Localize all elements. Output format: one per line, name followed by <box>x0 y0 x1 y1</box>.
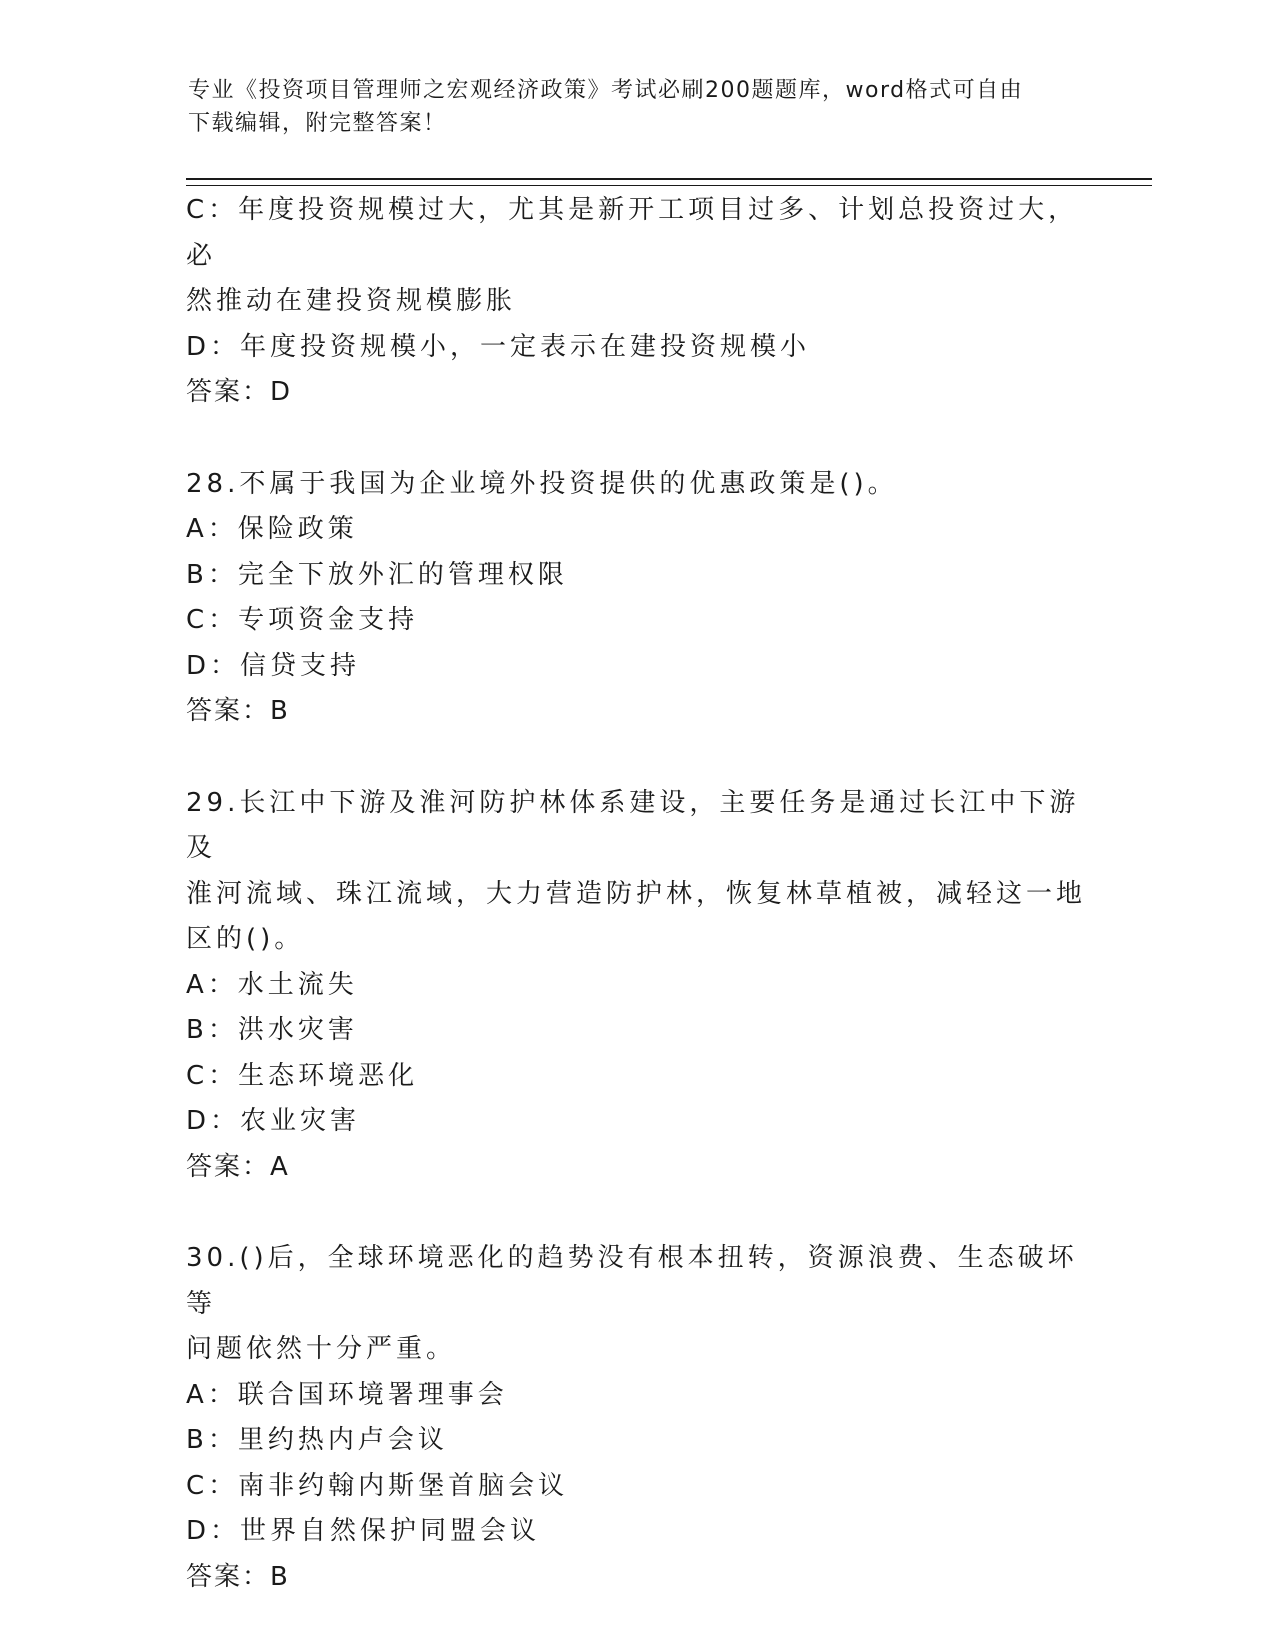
question-stem: 28.不属于我国为企业境外投资提供的优惠政策是()。 <box>186 468 898 499</box>
option-b: B：洪水灾害 <box>186 1015 358 1045</box>
option-d: D：年度投资规模小，一定表示在建投资规模小 <box>186 331 811 362</box>
option-b: B：完全下放外汇的管理权限 <box>186 559 568 590</box>
header-divider <box>186 178 1152 186</box>
option-a: A：水土流失 <box>186 969 358 1000</box>
option-d: D：信贷支持 <box>186 650 361 681</box>
question-stem-line-2: 淮河流域、珠江流域，大力营造防护林，恢复林草植被，减轻这一地 <box>186 878 1087 909</box>
answer: 答案：B <box>186 696 290 726</box>
page-header <box>188 74 1068 140</box>
question-27-continuation <box>186 188 1086 416</box>
question-stem-line-2: 问题依然十分严重。 <box>186 1334 457 1364</box>
question-stem-line-3: 区的()。 <box>186 924 305 954</box>
option-a: A：联合国环境署理事会 <box>186 1379 508 1410</box>
option-c: C：专项资金支持 <box>186 605 419 635</box>
option-d: D：农业灾害 <box>186 1106 361 1136</box>
header-line-2: 下载编辑，附完整答案！ <box>188 111 447 136</box>
question-29 <box>186 781 1086 1191</box>
answer: 答案：B <box>186 1561 290 1592</box>
answer: 答案：D <box>186 377 293 407</box>
answer: 答案：A <box>186 1151 290 1182</box>
option-b: B：里约热内卢会议 <box>186 1425 448 1455</box>
option-c-line-2: 然推动在建投资规模膨胀 <box>186 286 517 316</box>
option-a: A：保险政策 <box>186 514 358 544</box>
option-c-line-1: C：年度投资规模过大，尤其是新开工项目过多、计划总投资过大，必 <box>186 195 1079 271</box>
question-30 <box>186 1236 1086 1600</box>
option-c: C：生态环境恶化 <box>186 1060 419 1091</box>
question-stem-line-1: 30.()后，全球环境恶化的趋势没有根本扭转，资源浪费、生态破坏等 <box>186 1243 1078 1319</box>
question-28 <box>186 462 1086 735</box>
header-line-1: 专业《投资项目管理师之宏观经济政策》考试必刷200题题库，word格式可自由 <box>188 78 1024 103</box>
option-d: D：世界自然保护同盟会议 <box>186 1516 541 1546</box>
document-body <box>186 188 1086 1600</box>
option-c: C：南非约翰内斯堡首脑会议 <box>186 1470 569 1501</box>
question-stem-line-1: 29.长江中下游及淮河防护林体系建设，主要任务是通过长江中下游及 <box>186 787 1080 863</box>
